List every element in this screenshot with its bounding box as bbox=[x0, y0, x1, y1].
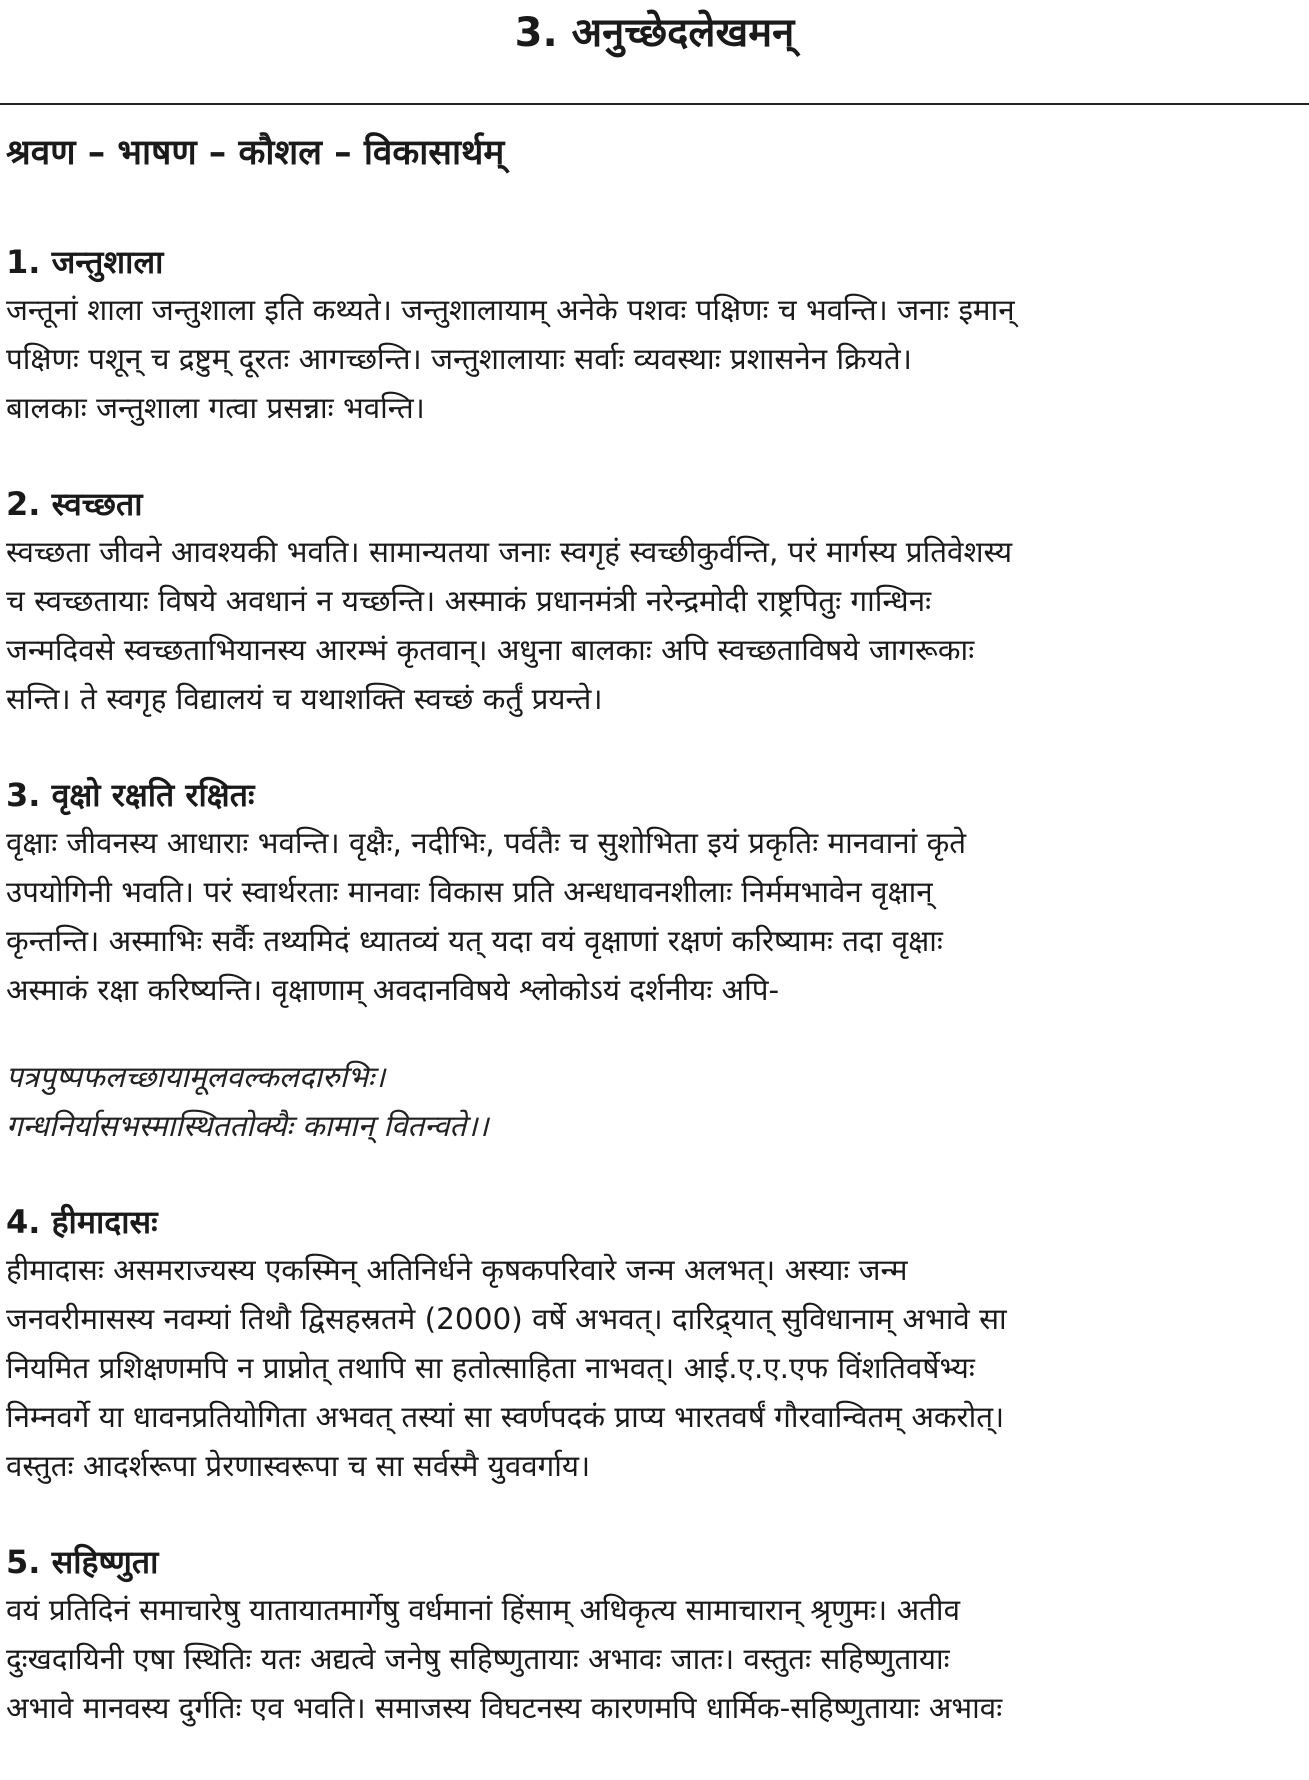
text-line: वयं प्रतिदिनं समाचारेषु यातायातमार्गेषु वर्धमानां हिंसाम् अधिकृत्य सामाचारान् श्रृणुमः। अतीव bbox=[6, 1593, 960, 1627]
chapter-title: 3. अनुच्छेदलेखमन् bbox=[514, 10, 795, 56]
text-line: सन्ति। ते स्वगृह विद्यालयं च यथाशक्ति स्वच्छं कर्तुं प्रयन्ते। bbox=[6, 682, 603, 716]
shloka-verse bbox=[6, 1053, 1301, 1151]
paragraph-section-zoo bbox=[6, 238, 1301, 433]
section-body bbox=[6, 286, 1301, 433]
text-line: वृक्षाः जीवनस्य आधाराः भवन्ति। वृक्षैः, नदीभिः, पर्वतैः च सुशोभिता इयं प्रकृतिः मानवानां कृते bbox=[6, 826, 967, 860]
verse-line: गन्धनिर्यासभस्मास्थिततोक्यैः कामान् वितन्वते।। bbox=[6, 1109, 489, 1143]
text-line: हीमादासः असमराज्यस्य एकस्मिन् अतिनिर्धने कृषकपरिवारे जन्म अलभत्। अस्याः जन्म bbox=[6, 1253, 908, 1287]
text-line: कृन्तन्ति। अस्माभिः सर्वैः तथ्यमिदं ध्यातव्यं यत् यदा वयं वृक्षाणां रक्षणं करिष्यामः तदा वृक्षाः bbox=[6, 924, 943, 958]
text-line: जन्तूनां शाला जन्तुशाला इति कथ्यते। जन्तुशालायाम् अनेके पशवः पक्षिणः च भवन्ति। जनाः इमान् bbox=[6, 293, 1015, 327]
paragraph-section-hima-das bbox=[6, 1198, 1301, 1491]
section-body bbox=[6, 819, 1301, 1015]
paragraph-list bbox=[6, 238, 1301, 1780]
text-line: वस्तुतः आदर्शरूपा प्रेरणास्वरूपा च सा सर्वस्मै युववर्गाय। bbox=[6, 1449, 591, 1483]
text-line: नियमित प्रशिक्षणमपि न प्राप्नोत् तथापि सा हतोत्साहिता नाभवत्। आई.ए.ए.एफ विंशतिवर्षेभ्यः bbox=[6, 1351, 975, 1385]
text-line: जनवरीमासस्य नवम्यां तिथौ द्विसहस्रतमे (2000) वर्षे अभवत्। दारिद्र्यात् सुविधानाम् अभावे सा bbox=[6, 1302, 1007, 1336]
section-heading: 3. वृक्षो रक्षति रक्षितः bbox=[6, 776, 255, 814]
section-body bbox=[6, 1246, 1301, 1491]
section-body bbox=[6, 528, 1301, 724]
text-line: स्वच्छता जीवने आवश्यकी भवति। सामान्यतया जनाः स्वगृहं स्वच्छीकुर्वन्ति, परं मार्गस्य प्रतिवेशस्य bbox=[6, 535, 1013, 569]
section-heading: 2. स्वच्छता bbox=[6, 485, 143, 523]
section-heading: 4. हीमादासः bbox=[6, 1203, 158, 1241]
section-subtitle: श्रवण – भाषण – कौशल – विकासार्थम् bbox=[6, 133, 505, 173]
title-divider bbox=[0, 103, 1309, 105]
section-heading: 5. सहिष्णुता bbox=[6, 1543, 159, 1581]
section-heading: 1. जन्तुशाला bbox=[6, 243, 164, 281]
verse-line: पत्रपुष्पफलच्छायामूलवल्कलदारुभिः। bbox=[6, 1060, 386, 1094]
paragraph-section-trees bbox=[6, 771, 1301, 1151]
text-line: निम्नवर्गे या धावनप्रतियोगिता अभवत् तस्यां सा स्वर्णपदकं प्राप्य भारतवर्षं गौरवान्वितम् अकरोत्। bbox=[6, 1400, 1005, 1434]
text-line: च स्वच्छतायाः विषये अवधानं न यच्छन्ति। अस्माकं प्रधानमंत्री नरेन्द्रमोदी राष्ट्रपितुः गान्धिनः bbox=[6, 584, 932, 618]
text-line: पक्षिणः पशून् च द्रष्टुम् दूरतः आगच्छन्ति। जन्तुशालायाः सर्वाः व्यवस्थाः प्रशासनेन क्रियते। bbox=[6, 342, 912, 376]
text-line: दुःखदायिनी एषा स्थितिः यतः अद्यत्वे जनेषु सहिष्णुतायाः अभावः जातः। वस्तुतः सहिष्णुतायाः bbox=[6, 1642, 950, 1676]
text-line: बालकाः जन्तुशाला गत्वा प्रसन्नाः भवन्ति। bbox=[6, 391, 425, 425]
section-body bbox=[6, 1586, 1301, 1733]
text-line: अस्माकं रक्षा करिष्यन्ति। वृक्षाणाम् अवदानविषये श्लोकोऽयं दर्शनीयः अपि- bbox=[6, 973, 780, 1007]
text-line: जन्मदिवसे स्वच्छताभियानस्य आरम्भं कृतवान्। अधुना बालकाः अपि स्वच्छताविषये जागरूकाः bbox=[6, 633, 975, 667]
paragraph-section-tolerance bbox=[6, 1538, 1301, 1733]
paragraph-section-cleanliness bbox=[6, 480, 1301, 724]
text-line: अभावे मानवस्य दुर्गतिः एव भवति। समाजस्य विघटनस्य कारणमपि धार्मिक-सहिष्णुतायाः अभावः bbox=[6, 1691, 1003, 1725]
text-line: उपयोगिनी भवति। परं स्वार्थरताः मानवाः विकास प्रति अन्धधावनशीलाः निर्ममभावेन वृक्षान् bbox=[6, 875, 933, 909]
